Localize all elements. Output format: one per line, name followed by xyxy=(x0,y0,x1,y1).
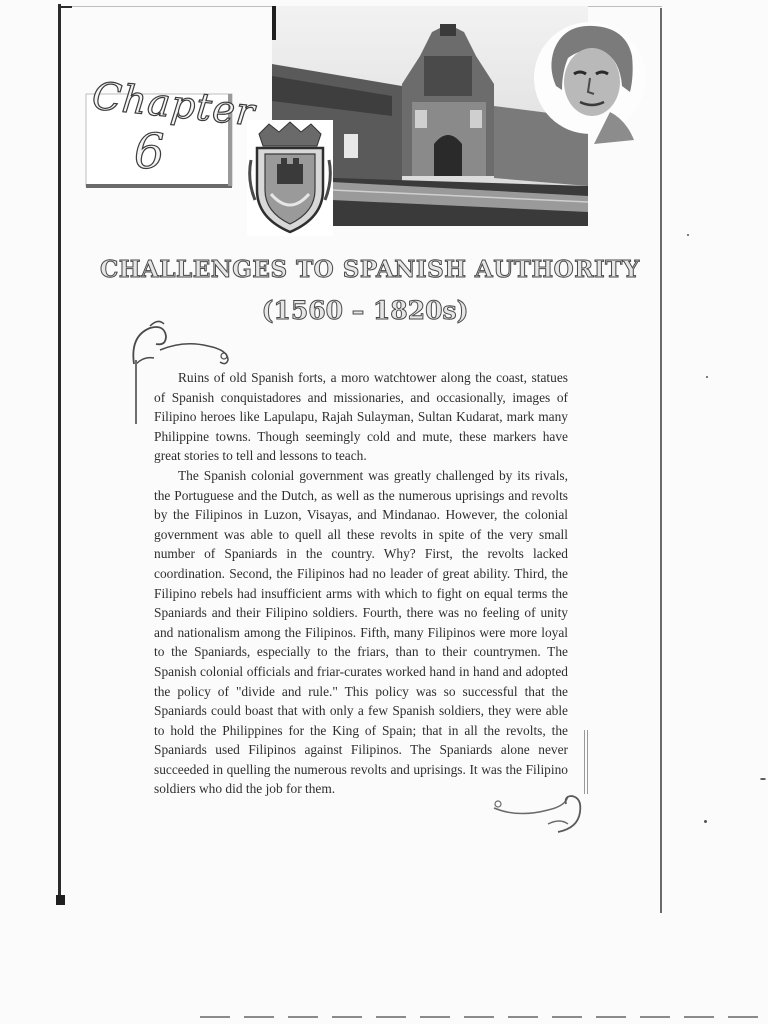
chapter-title: CHALLENGES TO SPANISH AUTHORITY xyxy=(100,256,640,283)
page-edge-bottom xyxy=(200,1016,760,1018)
page-edge-foot xyxy=(56,895,65,905)
coat-of-arms-crest xyxy=(247,120,333,236)
scan-speck xyxy=(687,234,689,236)
scan-speck xyxy=(704,820,707,823)
scan-speck xyxy=(706,376,708,378)
portrait-photo xyxy=(534,16,646,144)
scan-speck xyxy=(760,778,766,780)
decorative-rule xyxy=(135,360,137,424)
page-edge-tick xyxy=(58,6,72,8)
ornamental-scroll-icon xyxy=(124,316,240,370)
chapter-number: 6 xyxy=(134,124,165,180)
intro-paragraph: Ruins of old Spanish forts, a moro watchtower along the coast, statues of Spanish conquistadores and missionaries, and occasionally, images of Filipino heroes like Lapulapu, Rajah Sulayman, Sultan Kudarat, mark many Philippine towns. Though seemingly cold and mute, these markers have great stories to tell and lessons to teach. xyxy=(154,370,568,464)
decorative-rule xyxy=(584,730,588,794)
chapter-date-range: (1560 – 1820s) xyxy=(261,296,469,325)
page-edge-right xyxy=(660,8,662,913)
chapter-body xyxy=(154,368,568,799)
body-paragraph: The Spanish colonial government was greatly challenged by its rivals, the Portuguese and the Dutch, as well as the numerous uprisings and revolts by the Filipinos in Luzon, Visayas, and Mindanao. However, the colonial government was able to quell all these revolts in spite of the very small number of Spaniards in the country. Why? First, the revolts lacked coordination. Second, the Filipinos had no leader of great ability. Third, the Filipino rebels had insufficient arms with which to fight on equal terms the Spaniards and their Filipino soldiers. Fourth, there was no feeling of unity and nationalism among the Filipinos. Fifth, many Filipinos were more loyal to the Spaniards, especially to the friars, than to their countrymen. The Spanish colonial officials and friar-curates worked hand in hand and adopted the policy of "divide and rule." This policy was so successful that the Spaniards could boast that with only a few Spanish soldiers, they were able to hold the Philippines for the King of Spain; that in all the revolts, the Spaniards used Filipinos against Filipinos. The Spaniards alone never succeeded in quelling the numerous revolts and uprisings. It was the Filipino soldiers who did the job for them. xyxy=(154,467,568,797)
page-edge-left xyxy=(58,4,61,904)
chapter-label: Chapter xyxy=(90,73,258,135)
